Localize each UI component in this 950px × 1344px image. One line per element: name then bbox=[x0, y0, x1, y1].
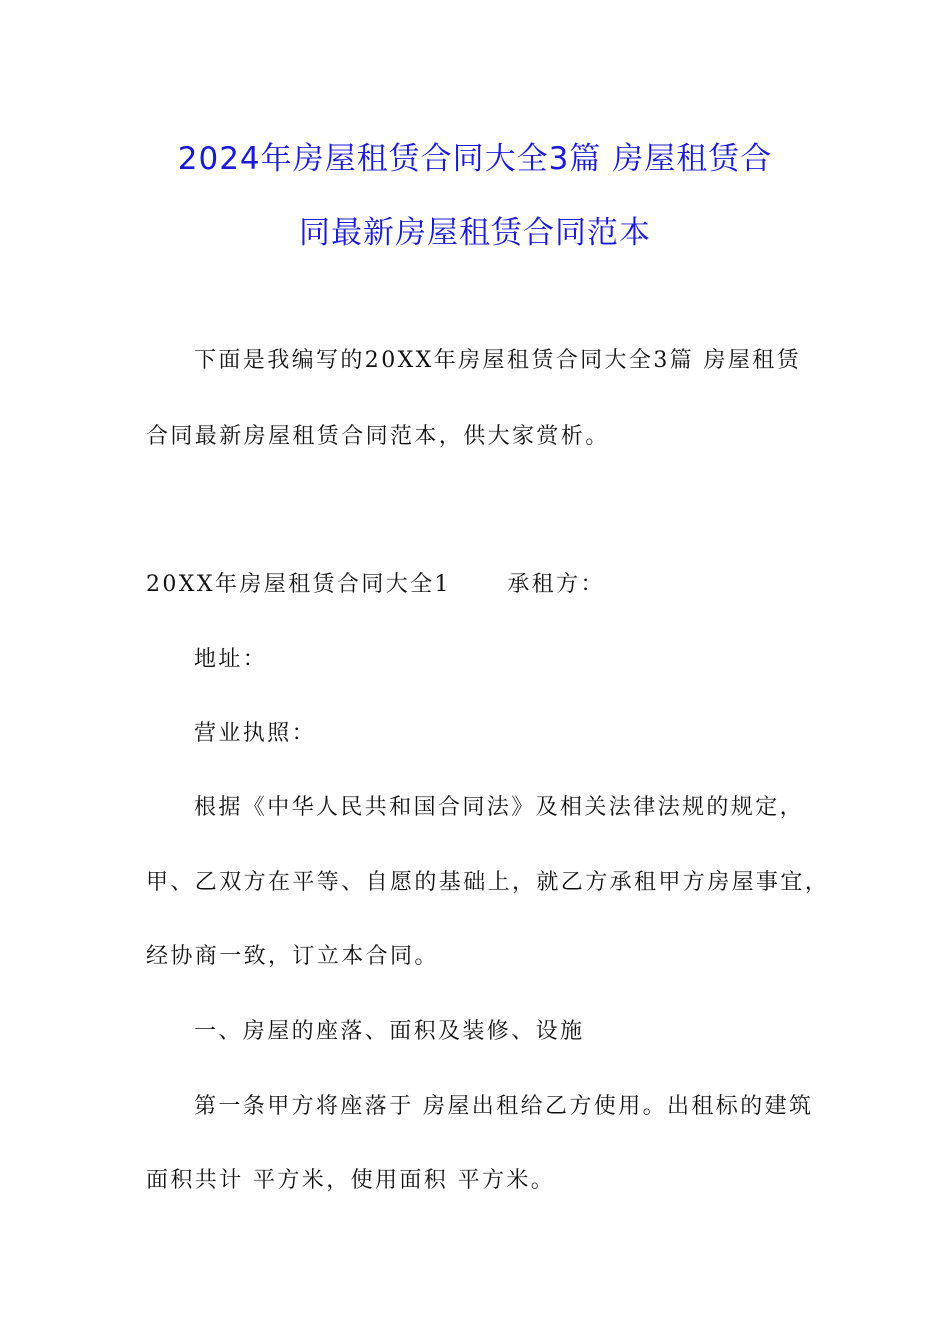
business-license-field: 营业执照： bbox=[194, 721, 317, 746]
clause-heading-1: 一、房屋的座落、面积及装修、设施 bbox=[194, 1019, 585, 1044]
section-heading-1: 20XX年房屋租赁合同大全1 承租方： bbox=[146, 572, 605, 597]
article-1-line-2: 面积共计 平方米，使用面积 平方米。 bbox=[146, 1168, 556, 1193]
intro-paragraph-line-1: 下面是我编写的20XX年房屋租赁合同大全3篇 房屋租赁 bbox=[194, 348, 802, 373]
preamble-line-1: 根据《中华人民共和国合同法》及相关法律法规的规定， bbox=[194, 795, 805, 820]
document-title-line-2: 同最新房屋租赁合同范本 bbox=[299, 215, 651, 251]
article-1-line-1: 第一条甲方将座落于 房屋出租给乙方使用。出租标的建筑 bbox=[194, 1094, 814, 1119]
address-field: 地址： bbox=[194, 647, 268, 672]
document-title-line-1: 2024年房屋租赁合同大全3篇 房屋租赁合 bbox=[177, 141, 773, 177]
preamble-line-3: 经协商一致，订立本合同。 bbox=[146, 944, 439, 969]
intro-paragraph-line-2: 合同最新房屋租赁合同范本，供大家赏析。 bbox=[146, 424, 610, 449]
preamble-line-2: 甲、乙双方在平等、自愿的基础上，就乙方承租甲方房屋事宜， bbox=[146, 870, 830, 895]
